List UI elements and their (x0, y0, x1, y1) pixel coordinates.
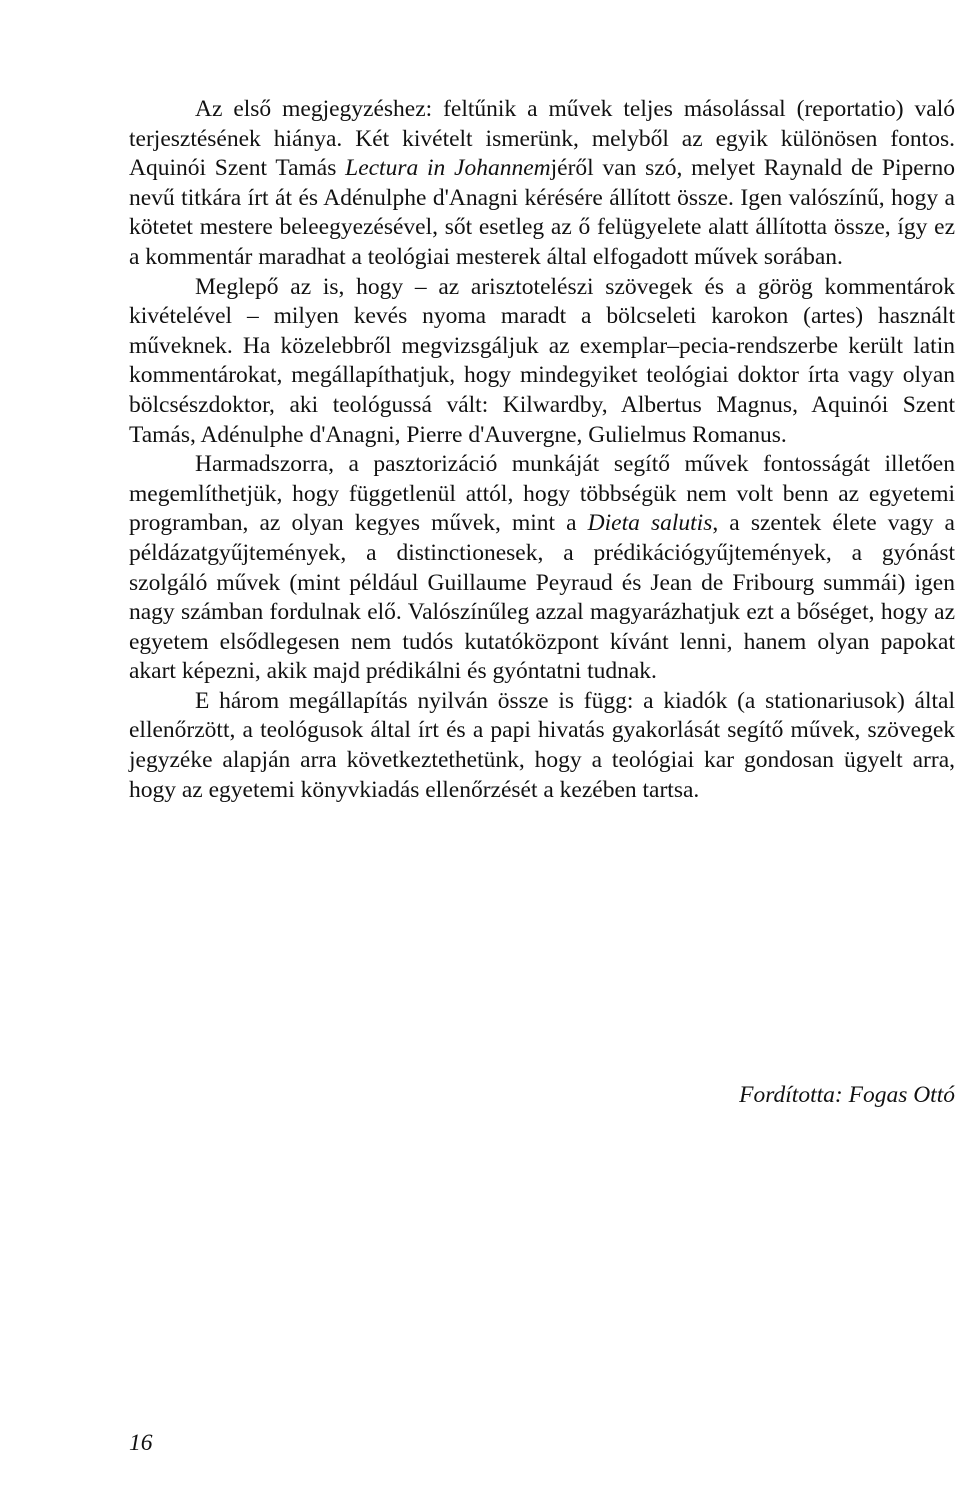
paragraph-4 (129, 687, 955, 805)
paragraph-1-text-2: jéről van szó, melyet Raynald de Piperno nevű titkára írt át és Adénulphe d'Anagni kérésére állított össze. Igen valószínű, hogy a kötetet mestere beleegyezésével, sőt esetleg az ő felügyelete alatt állította össze, így ez a kommentár maradhat a teológiai mesterek által elfogadott művek sorában. (129, 155, 955, 270)
paragraph-1 (129, 95, 955, 273)
page-number: 16 (129, 1430, 153, 1456)
paragraph-1-text-1: Az első megjegyzéshez: feltűnik a művek teljes másolással (reportatio) való terjesztésének hiánya. Két kivételt ismerünk, melyből az egyik különösen fontos. Aquinói Szent Tamás (129, 96, 955, 182)
paragraph-4-text: E három megállapítás nyilván össze is függ: a kiadók (a stationariusok) által ellenőrzött, a teológusok által írt és a papi hivatás gyakorlását segítő művek, szövegek jegyzéke alapján arra következtethetünk, hogy a teológiai kar gondosan ügyelt arra, hogy az egyetemi könyvkiadás ellenőrzését a kezében tartsa. (129, 687, 955, 803)
dieta-salutis-title: Dieta salutis (587, 510, 713, 537)
paragraph-2 (129, 273, 955, 451)
paragraph-2-text: Meglepő az is, hogy – az arisztotelészi szövegek és a görög kommentárok kivételével – milyen kevés nyoma maradt a bölcseleti karokon (artes) használt műveknek. Ha közelebbről megvizsgáljuk az exemplar–pecia-rendszerbe került latin kommentárokat, megállapíthatjuk, hogy mindegyiket teológiai doktor írta vagy olyan bölcsészdoktor, aki teológussá vált: Kilwardby, Albertus Magnus, Aquinói Szent Tamás, Adénulphe d'Anagni, Pierre d'Auvergne, Gulielmus Romanus. (129, 273, 955, 448)
document-body (129, 95, 955, 805)
paragraph-3 (129, 450, 955, 687)
translator-credit: Fordította: Fogas Ottó (739, 1082, 955, 1108)
paragraph-3-text-2: , a szentek élete vagy a példázatgyűjtemények, a distinctionesek, a prédikációgyűjtemények, a gyónást szolgáló művek (mint például Guillaume Peyraud és Jean de Fribourg summái) igen nagy számban fordulnak elő. Valószínűleg azzal magyarázhatjuk ezt a bőséget, hogy az egyetem elsődlegesen nem tudós kutatóközpont kívánt lenni, hanem olyan papokat akart képezni, akik majd prédikálni és gyóntatni tudnak. (129, 510, 955, 685)
lectura-title: Lectura in Johannem (345, 155, 551, 182)
paragraph-3-text-1: Harmadszorra, a pasztorizáció munkáját segítő művek fontosságát illetően megemlíthetjük, hogy függetlenül attól, hogy többségük nem volt benn az egyetemi programban, az olyan kegyes művek, mint a (129, 451, 955, 537)
